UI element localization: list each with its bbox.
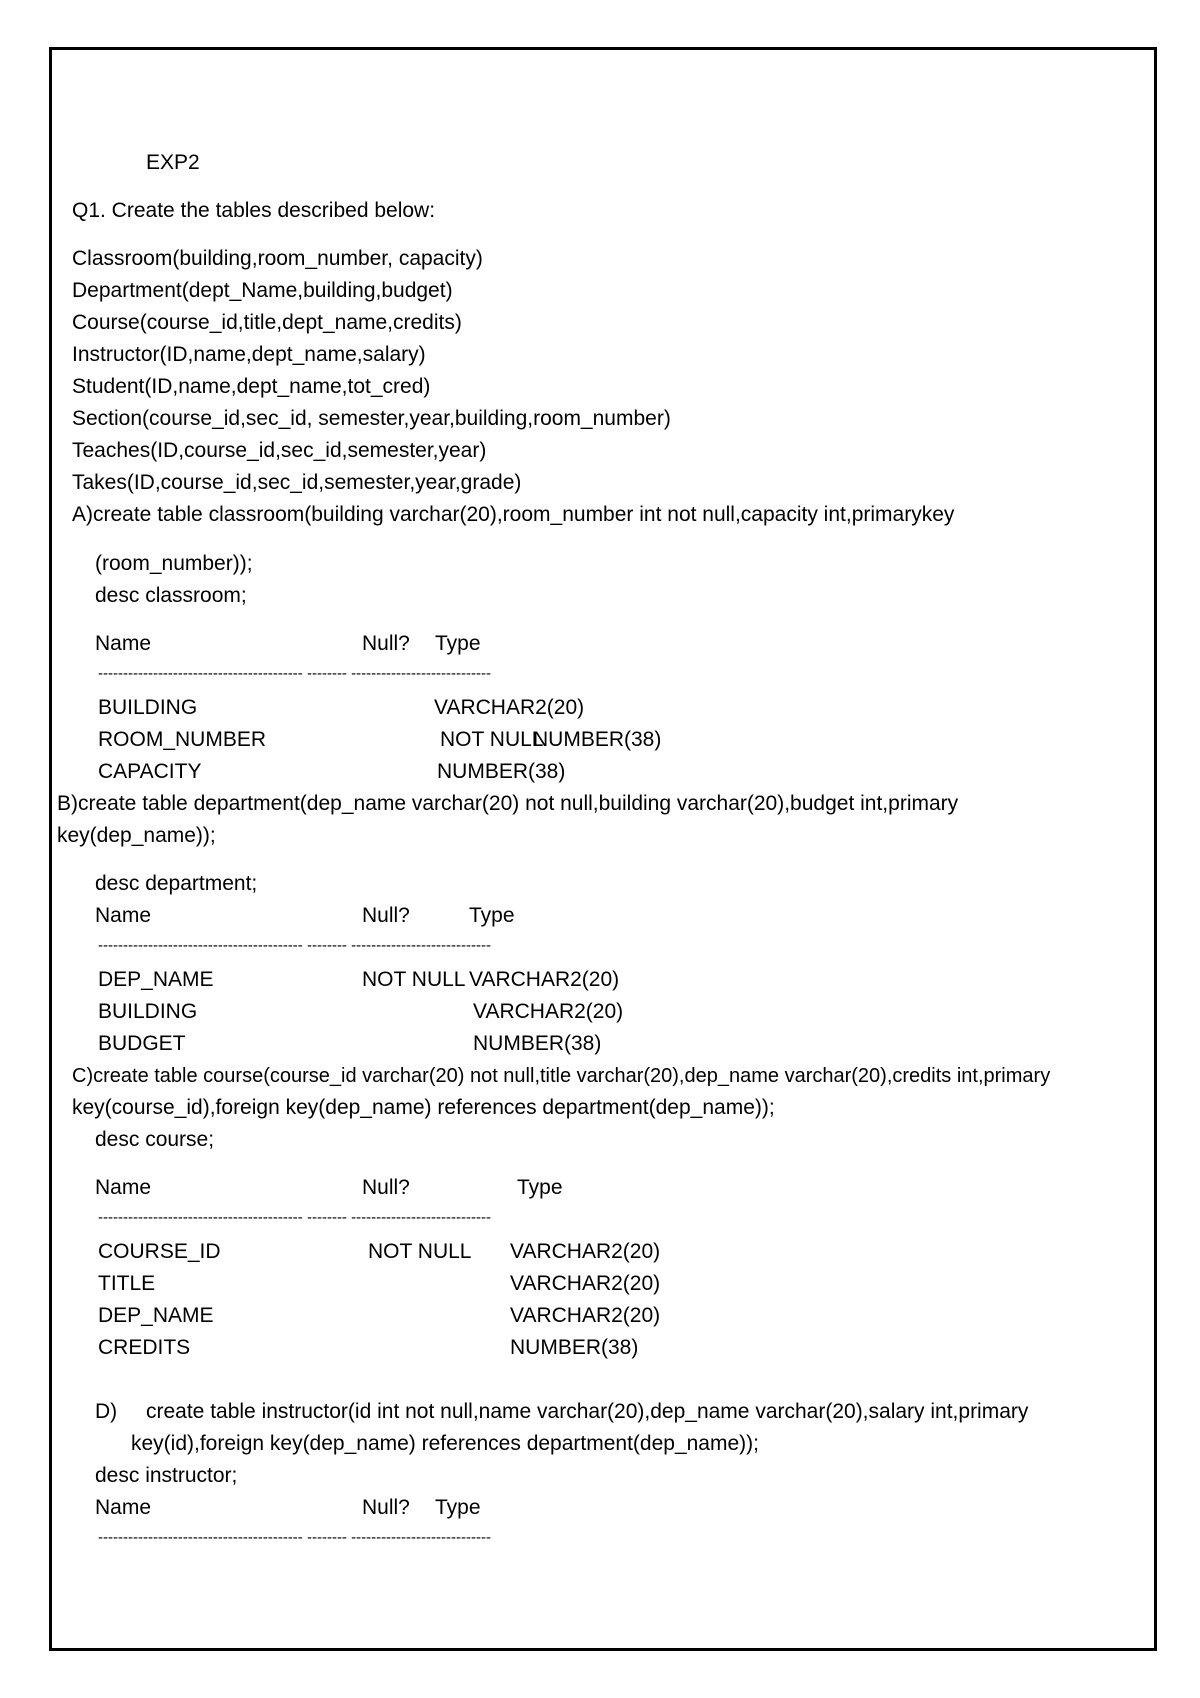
col-header-name: Name (95, 1176, 152, 1199)
row-name: COURSE_ID (98, 1240, 221, 1263)
desc-command: desc classroom; (95, 584, 247, 607)
row-type: NUMBER(38) (510, 1336, 639, 1359)
schema-line: Section(course_id,sec_id, semester,year,building,room_number) (72, 407, 671, 430)
row-type: VARCHAR2(20) (434, 696, 585, 719)
desc-command: desc course; (95, 1128, 215, 1151)
sql-statement: C)create table course(course_id varchar(20) not null,title varchar(20),dep_name varchar(20),credits int,primary (72, 1065, 1051, 1087)
col-header-name: Name (95, 632, 152, 655)
row-type: NUMBER(38) (533, 728, 662, 751)
col-header-type: Type (517, 1176, 563, 1199)
row-name: DEP_NAME (98, 968, 214, 991)
col-header-null: Null? (362, 904, 410, 927)
col-header-null: Null? (362, 1496, 410, 1519)
separator-line: ----------------------------------------- -------- ---------------------------- (98, 1529, 491, 1546)
schema-line: Classroom(building,room_number, capacity) (72, 247, 483, 270)
row-type: VARCHAR2(20) (469, 968, 620, 991)
row-name: BUILDING (98, 1000, 198, 1023)
schema-line: Instructor(ID,name,dept_name,salary) (72, 343, 426, 366)
col-header-type: Type (435, 1496, 481, 1519)
separator-line: ----------------------------------------- -------- ---------------------------- (98, 665, 491, 682)
schema-line: Takes(ID,course_id,sec_id,semester,year,grade) (72, 471, 522, 494)
col-header-type: Type (435, 632, 481, 655)
col-header-type: Type (469, 904, 515, 927)
row-name: BUILDING (98, 696, 198, 719)
row-name: CAPACITY (98, 760, 202, 783)
desc-command: desc instructor; (95, 1464, 238, 1487)
row-null: NOT NULL (368, 1240, 472, 1263)
row-name: TITLE (98, 1272, 156, 1295)
row-name: BUDGET (98, 1032, 186, 1055)
schema-line: Department(dept_Name,building,budget) (72, 279, 453, 302)
separator-line: ----------------------------------------- -------- ---------------------------- (98, 1209, 491, 1226)
row-type: VARCHAR2(20) (510, 1272, 661, 1295)
row-null: NOT NULL (362, 968, 466, 991)
col-header-null: Null? (362, 1176, 410, 1199)
row-type: VARCHAR2(20) (510, 1304, 661, 1327)
row-type: VARCHAR2(20) (473, 1000, 624, 1023)
col-header-name: Name (95, 904, 152, 927)
sql-statement: (room_number)); (95, 552, 253, 575)
row-name: DEP_NAME (98, 1304, 214, 1327)
row-type: NUMBER(38) (473, 1032, 602, 1055)
sql-statement: key(course_id),foreign key(dep_name) references department(dep_name)); (72, 1096, 775, 1119)
sql-statement: key(id),foreign key(dep_name) references department(dep_name)); (131, 1432, 759, 1455)
sql-statement: create table instructor(id int not null,name varchar(20),dep_name varchar(20),salary int,primary (146, 1400, 1029, 1423)
sql-statement: A)create table classroom(building varchar(20),room_number int not null,capacity int,primarykey (72, 503, 955, 526)
schema-line: Teaches(ID,course_id,sec_id,semester,year) (72, 439, 487, 462)
row-null: NOT NULL (440, 728, 544, 751)
col-header-null: Null? (362, 632, 410, 655)
schema-line: Student(ID,name,dept_name,tot_cred) (72, 375, 431, 398)
desc-command: desc department; (95, 872, 258, 895)
row-type: VARCHAR2(20) (510, 1240, 661, 1263)
row-type: NUMBER(38) (437, 760, 566, 783)
separator-line: ----------------------------------------- -------- ---------------------------- (98, 937, 491, 954)
col-header-name: Name (95, 1496, 152, 1519)
exp-title: EXP2 (146, 151, 200, 174)
question-heading: Q1. Create the tables described below: (72, 199, 436, 222)
row-name: ROOM_NUMBER (98, 728, 267, 751)
section-label: D) (95, 1400, 118, 1423)
row-name: CREDITS (98, 1336, 191, 1359)
sql-statement: B)create table department(dep_name varchar(20) not null,building varchar(20),budget int,primary (57, 792, 959, 815)
sql-statement: key(dep_name)); (57, 824, 216, 847)
schema-line: Course(course_id,title,dept_name,credits) (72, 311, 462, 334)
